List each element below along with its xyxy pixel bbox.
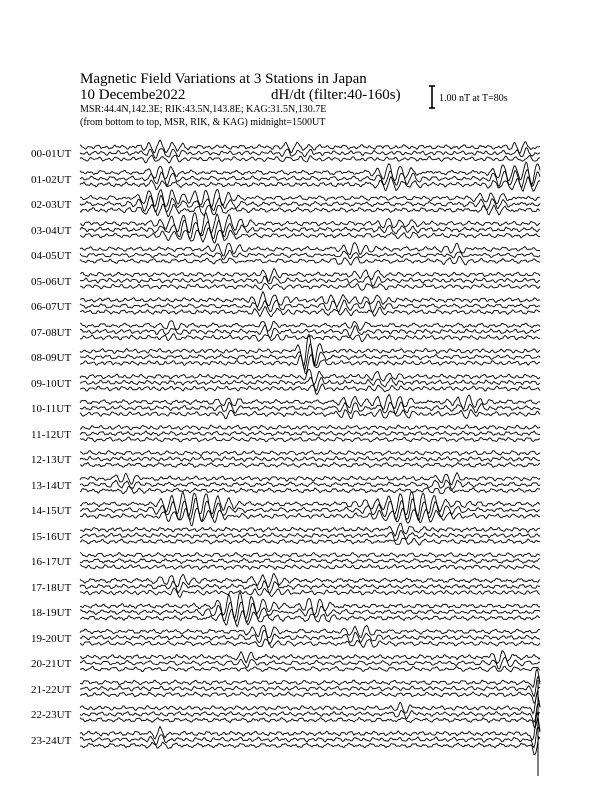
trace-msr-16-17ut bbox=[80, 564, 540, 569]
trace-rik-15-16ut bbox=[80, 531, 540, 541]
trace-kag-19-20ut bbox=[80, 625, 540, 637]
trace-rik-16-17ut bbox=[80, 558, 540, 563]
trace-kag-05-06ut bbox=[80, 268, 540, 281]
trace-kag-14-15ut bbox=[80, 492, 540, 516]
chart-quantity-filter: dH/dt (filter:40-160s) bbox=[271, 87, 401, 103]
trace-msr-17-18ut bbox=[80, 588, 540, 598]
trace-msr-15-16ut bbox=[80, 538, 540, 545]
hour-label: 20-21UT bbox=[31, 658, 72, 670]
hour-label: 01-02UT bbox=[31, 173, 72, 186]
hour-label: 00-01UT bbox=[31, 148, 72, 160]
trace-kag-06-07ut bbox=[80, 292, 540, 308]
trace-rik-04-05ut bbox=[80, 250, 540, 259]
trace-kag-15-16ut bbox=[80, 523, 540, 536]
trace-group bbox=[80, 140, 540, 776]
trace-kag-01-02ut bbox=[80, 162, 540, 184]
hour-label: 19-20UT bbox=[31, 632, 72, 645]
hour-label: 16-17UT bbox=[31, 556, 72, 568]
hour-label: 21-22UT bbox=[31, 683, 72, 696]
hour-label: 04-05UT bbox=[31, 250, 72, 262]
scale-bar bbox=[429, 86, 435, 108]
trace-kag-12-13ut bbox=[80, 451, 540, 456]
trace-msr-04-05ut bbox=[80, 256, 540, 265]
hour-label: 12-13UT bbox=[31, 454, 72, 466]
trace-msr-11-12ut bbox=[80, 437, 540, 442]
hour-label: 02-03UT bbox=[31, 199, 72, 211]
hour-label: 11-12UT bbox=[31, 428, 71, 441]
hour-label: 09-10UT bbox=[31, 377, 72, 390]
trace-msr-00-01ut bbox=[80, 155, 540, 163]
trace-msr-03-04ut bbox=[80, 228, 540, 243]
hour-label: 22-23UT bbox=[31, 709, 72, 721]
trace-msr-21-22ut bbox=[80, 687, 540, 703]
hour-label: 18-19UT bbox=[31, 607, 72, 619]
trace-rik-13-14ut bbox=[80, 480, 540, 490]
trace-rik-12-13ut bbox=[80, 456, 540, 461]
hour-label: 13-14UT bbox=[31, 479, 72, 492]
hour-label: 14-15UT bbox=[31, 505, 72, 517]
trace-kag-22-23ut bbox=[80, 693, 540, 714]
hour-label: 15-16UT bbox=[31, 530, 72, 543]
hour-label: 03-04UT bbox=[31, 224, 72, 237]
trace-kag-21-22ut bbox=[80, 669, 540, 687]
trace-kag-07-08ut bbox=[80, 321, 540, 331]
hour-label: 05-06UT bbox=[31, 275, 72, 288]
trace-kag-18-19ut bbox=[80, 592, 540, 618]
trace-kag-09-10ut bbox=[80, 369, 540, 384]
trace-msr-19-20ut bbox=[80, 639, 540, 648]
trace-msr-13-14ut bbox=[80, 486, 540, 494]
trace-msr-05-06ut bbox=[80, 283, 540, 290]
chart-date: 10 Decembe2022 bbox=[80, 87, 186, 103]
hour-label: 07-08UT bbox=[31, 326, 72, 339]
trace-kag-03-04ut bbox=[80, 213, 540, 235]
hour-label: 06-07UT bbox=[31, 301, 72, 313]
station-order-note: (from bottom to top, MSR, RIK, & KAG) midnight=1500UT bbox=[80, 117, 326, 128]
trace-kag-16-17ut bbox=[80, 552, 540, 557]
trace-kag-13-14ut bbox=[80, 473, 540, 485]
hour-label: 10-11UT bbox=[31, 403, 71, 415]
trace-msr-12-13ut bbox=[80, 462, 540, 467]
trace-rik-05-06ut bbox=[80, 276, 540, 286]
trace-msr-20-21ut bbox=[80, 666, 540, 672]
trace-msr-09-10ut bbox=[80, 384, 540, 394]
trace-msr-10-11ut bbox=[80, 409, 540, 419]
hour-label: 08-09UT bbox=[31, 352, 72, 364]
chart-title: Magnetic Field Variations at 3 Stations in Japan bbox=[80, 71, 367, 87]
trace-msr-06-07ut bbox=[80, 307, 540, 317]
trace-kag-04-05ut bbox=[80, 243, 540, 256]
scale-bar-label: 1.00 nT at T=80s bbox=[439, 93, 508, 104]
hour-label: 23-24UT bbox=[31, 734, 72, 747]
trace-kag-11-12ut bbox=[80, 425, 540, 430]
trace-rik-23-24ut bbox=[80, 726, 540, 747]
hour-label: 17-18UT bbox=[31, 581, 72, 594]
trace-rik-11-12ut bbox=[80, 431, 540, 436]
trace-rik-09-10ut bbox=[80, 377, 540, 390]
trace-rik-21-22ut bbox=[80, 677, 540, 697]
trace-kag-23-24ut bbox=[80, 713, 540, 740]
station-coordinates: MSR:44.4N,142.3E; RIK:43.5N,143.8E; KAG:31.5N,130.7E bbox=[80, 104, 327, 115]
